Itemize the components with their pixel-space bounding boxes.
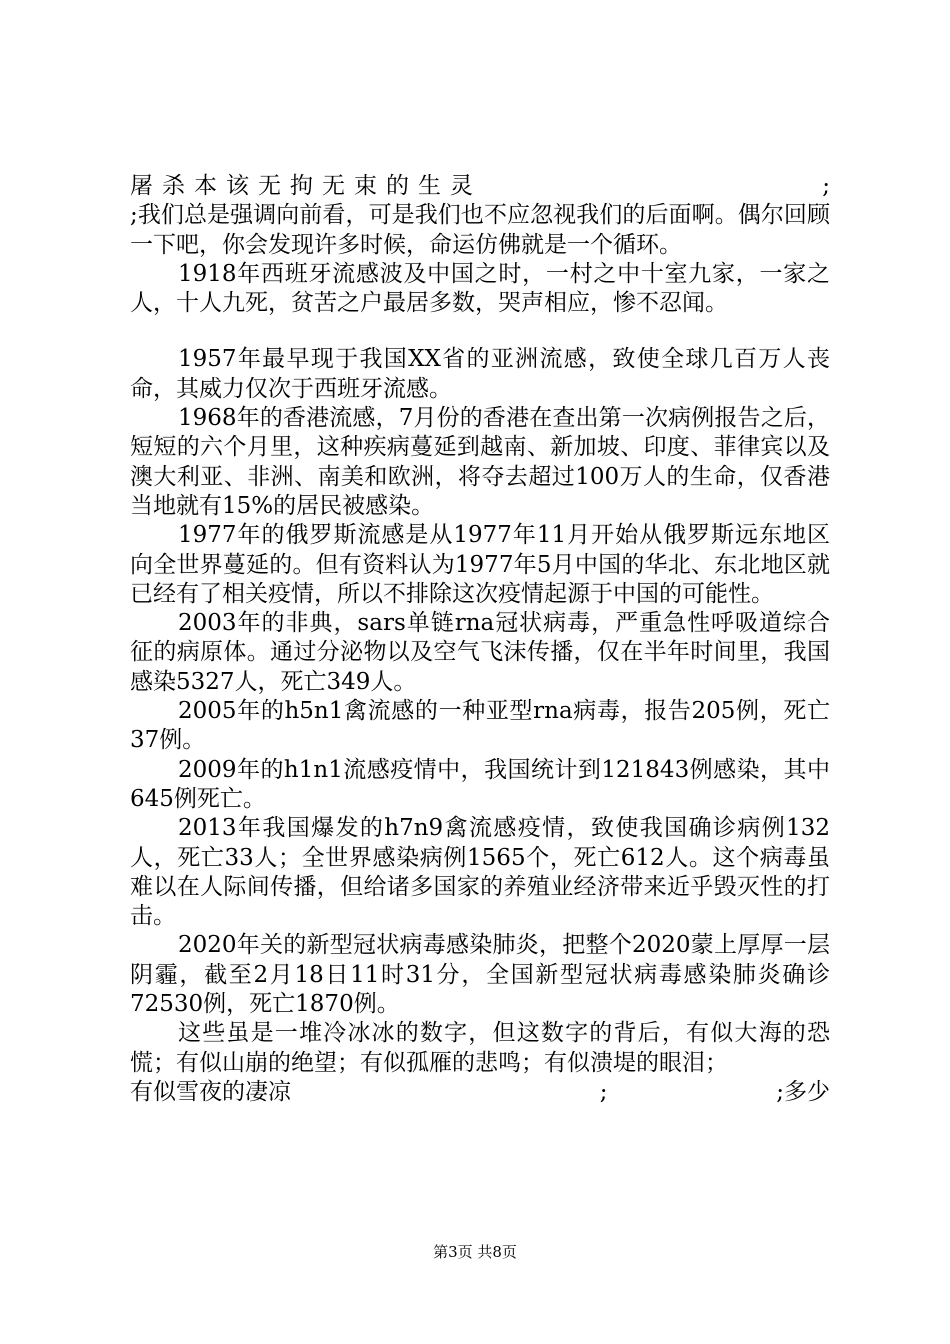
closing-line bbox=[130, 1078, 830, 1107]
opening-line bbox=[130, 172, 830, 201]
closing-line-end: ;多少 bbox=[776, 1078, 830, 1105]
paragraph-cycle: ;我们总是强调向前看，可是我们也不应忽视我们的后面啊。偶尔回顾一下吧，你会发现许多时候，命运仿佛就是一个循环。 bbox=[130, 202, 830, 258]
paragraph-numbers: 这些虽是一堆冷冰冰的数字，但这数字的背后，有似大海的恐慌；有似山崩的绝望；有似孤雁的悲鸣；有似溃堤的眼泪； bbox=[130, 1020, 830, 1076]
opening-line-text: 屠杀本该无拘无束的生灵 bbox=[130, 173, 482, 199]
paragraph-1957: 1957年最早现于我国XX省的亚洲流感，致使全球几百万人丧命，其威力仅次于西班牙流感。 bbox=[130, 346, 830, 402]
paragraph-1918: 1918年西班牙流感波及中国之时，一村之中十室九家，一家之人，十人九死，贫苦之户最居多数，哭声相应，惨不忍闻。 bbox=[130, 260, 830, 317]
paragraph-2009: 2009年的h1n1流感疫情中，我国统计到121843例感染，其中645例死亡。 bbox=[130, 756, 830, 812]
closing-line-text: 有似雪夜的凄凉 bbox=[130, 1078, 291, 1105]
paragraph-2005: 2005年的h5n1禽流感的一种亚型rna病毒，报告205例，死亡37例。 bbox=[130, 698, 830, 754]
paragraph-2003: 2003年的非典，sars单链rna冠状病毒，严重急性呼吸道综合征的病原体。通过分泌物以及空气飞沫传播，仅在半年时间里，我国感染5327人，死亡349人。 bbox=[130, 610, 830, 695]
opening-line-end: ; bbox=[822, 173, 830, 199]
paragraph-2013: 2013年我国爆发的h7n9禽流感疫情，致使我国确诊病例132人，死亡33人；全世界感染病例1565个，死亡612人。这个病毒虽难以在人际间传播，但给诸多国家的养殖业经济带来近乎毁灭性的打击。 bbox=[130, 815, 830, 930]
document-body bbox=[130, 172, 830, 1107]
paragraph-1968: 1968年的香港流感，7月份的香港在查出第一次病例报告之后，短短的六个月里，这种疾病蔓延到越南、新加坡、印度、菲律宾以及澳大利亚、非洲、南美和欧洲，将夺去超过100万人的生命，仅香港当地就有15%的居民被感染。 bbox=[130, 405, 830, 519]
page-footer: 第3页 共8页 bbox=[433, 1243, 517, 1261]
paragraph-2020: 2020年关的新型冠状病毒感染肺炎，把整个2020蒙上厚厚一层阴霾，截至2月18日11时31分，全国新型冠状病毒感染肺炎确诊72530例，死亡1870例。 bbox=[130, 932, 830, 1018]
closing-line-mid: ; bbox=[599, 1078, 608, 1105]
paragraph-1977: 1977年的俄罗斯流感是从1977年11月开始从俄罗斯远东地区向全世界蔓延的。但有资料认为1977年5月中国的华北、东北地区就已经有了相关疫情，所以不排除这次疫情起源于中国的可能性。 bbox=[130, 522, 830, 607]
